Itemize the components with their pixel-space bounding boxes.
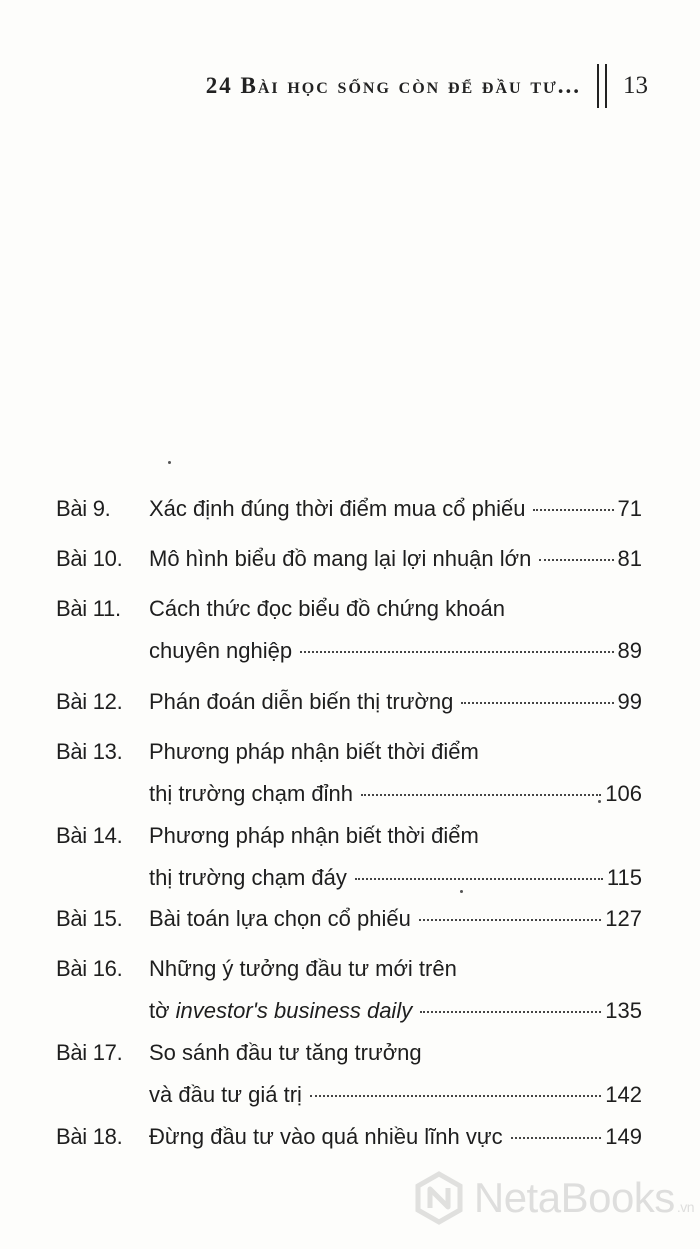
- lesson-number: Bài 14.: [56, 823, 123, 848]
- lesson-title: Cách thức đọc biểu đồ chứng khoán: [149, 596, 506, 621]
- brand-name: NetaBooks: [473, 1174, 675, 1221]
- entry-line: [149, 488, 642, 530]
- lesson-page: 106: [605, 781, 642, 806]
- entry-line: [149, 1116, 642, 1158]
- dot-leader: [511, 1137, 602, 1139]
- lesson-title: So sánh đầu tư tăng trưởng: [149, 1040, 422, 1065]
- print-speck: [460, 890, 463, 893]
- print-speck: [168, 461, 171, 464]
- lesson-title-continued: [149, 990, 412, 1032]
- dot-leader: [420, 1011, 601, 1013]
- entry-line: [149, 538, 642, 580]
- lesson-page: 135: [605, 998, 642, 1023]
- lesson-number: Bài 9.: [56, 496, 111, 521]
- dot-leader: [310, 1095, 601, 1097]
- entry-body: [149, 731, 642, 815]
- lesson-page: 115: [606, 865, 642, 890]
- lesson-title-continued: thị trường chạm đáy: [149, 865, 347, 890]
- entry-line: [149, 588, 642, 630]
- lesson-title: Phán đoán diễn biến thị trường: [149, 689, 454, 714]
- lesson-title-continued: thị trường chạm đỉnh: [149, 781, 354, 806]
- entry-body: [149, 681, 642, 723]
- lesson-number: Bài 12.: [56, 689, 123, 714]
- lesson-page: 89: [617, 638, 642, 663]
- entry-line: [149, 630, 642, 672]
- header-divider: [597, 64, 607, 108]
- dot-leader: [355, 878, 603, 880]
- entry-body: [149, 1116, 642, 1158]
- lesson-title: Phương pháp nhận biết thời điểm: [149, 739, 479, 764]
- dot-leader: [300, 651, 613, 653]
- lesson-page: 149: [605, 1124, 642, 1149]
- entry-body: [149, 488, 642, 530]
- running-header: [206, 64, 648, 108]
- lesson-page: 142: [605, 1082, 642, 1107]
- lesson-number: Bài 18.: [56, 1124, 123, 1149]
- lesson-title: Bài toán lựa chọn cổ phiếu: [149, 906, 411, 931]
- lesson-page: 81: [617, 546, 642, 571]
- lesson-page: 127: [605, 906, 642, 931]
- lesson-title: Đừng đầu tư vào quá nhiều lĩnh vực: [149, 1124, 503, 1149]
- entry-line: [149, 898, 642, 940]
- entry-line: [149, 990, 642, 1032]
- dot-leader: [419, 919, 601, 921]
- brand-suffix: .vn: [676, 1199, 694, 1215]
- lesson-number: Bài 11.: [56, 596, 121, 621]
- lesson-number: Bài 16.: [56, 956, 123, 981]
- entry-body: [149, 588, 642, 672]
- lesson-title: Phương pháp nhận biết thời điểm: [149, 823, 479, 848]
- entry-body: [149, 948, 642, 1032]
- dot-leader: [539, 559, 613, 561]
- dot-leader: [361, 794, 601, 796]
- entry-body: [149, 538, 642, 580]
- lesson-title-word: tờ: [149, 998, 170, 1023]
- lesson-number: Bài 17.: [56, 1040, 123, 1065]
- lesson-title-continued: và đầu tư giá trị: [149, 1082, 302, 1107]
- lesson-title: Mô hình biểu đồ mang lại lợi nhuận lớn: [149, 546, 532, 571]
- book-title: 24 Bài học sống còn để đầu tư...: [205, 73, 581, 98]
- entry-line: [149, 1074, 642, 1116]
- entry-line: [149, 1032, 642, 1074]
- entry-body: [149, 898, 642, 940]
- lesson-title-continued: chuyên nghiệp: [149, 638, 293, 663]
- entry-body: [149, 1032, 642, 1116]
- newspaper-name: investor's business daily: [175, 998, 413, 1023]
- page-number: 13: [623, 72, 648, 99]
- entry-body: [149, 815, 642, 899]
- netabooks-watermark: [412, 1171, 694, 1225]
- dot-leader: [461, 702, 613, 704]
- entry-line: [149, 948, 642, 990]
- lesson-page: 71: [617, 496, 642, 521]
- entry-line: [149, 731, 642, 773]
- lesson-number: Bài 15.: [56, 906, 123, 931]
- lesson-page: 99: [617, 689, 642, 714]
- lesson-number: Bài 10.: [56, 546, 123, 571]
- lesson-number: Bài 13.: [56, 739, 123, 764]
- entry-line: [149, 773, 642, 815]
- dot-leader: [533, 509, 613, 511]
- watermark-brand: [474, 1174, 694, 1222]
- entry-line: [149, 681, 642, 723]
- entry-line: [149, 815, 642, 857]
- entry-line: [149, 857, 642, 899]
- netabooks-logo-icon: [412, 1171, 466, 1225]
- lesson-title: Những ý tưởng đầu tư mới trên: [149, 956, 457, 981]
- lesson-title: Xác định đúng thời điểm mua cổ phiếu: [149, 496, 526, 521]
- print-speck: [598, 800, 601, 803]
